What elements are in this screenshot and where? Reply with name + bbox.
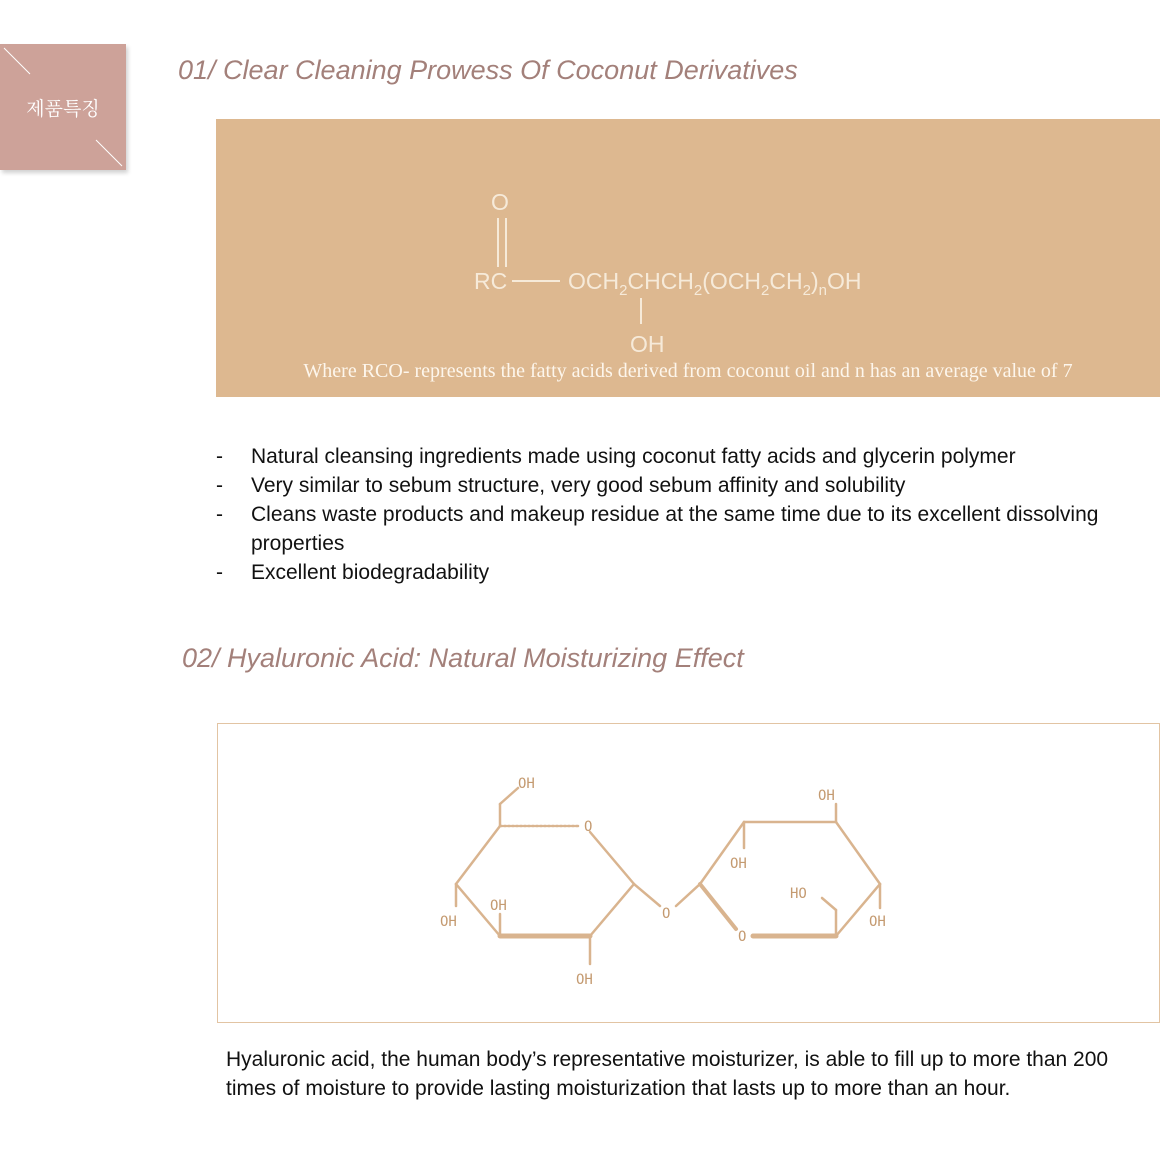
- feature-list: [216, 442, 1146, 587]
- ring2-right-oh: OH: [869, 914, 886, 930]
- rc-group: RC: [474, 268, 508, 294]
- polyglycerol-chain: $OCH_2CHCH_2(OCH_2CH_2)_nOH$: [568, 268, 862, 299]
- section2-title: 02/ Hyaluronic Acid: Natural Moisturizing Effect: [182, 643, 744, 673]
- hydroxyl-group: OH: [630, 331, 665, 357]
- ring2-top-oh: OH: [818, 788, 835, 804]
- list-item: - Very similar to sebum structure, very good sebum affinity and solubility: [216, 474, 906, 497]
- formula-caption: Where RCO- represents the fatty acids derived from coconut oil and n has an average value of 7: [303, 360, 1073, 382]
- list-item: - Excellent biodegradability: [216, 561, 490, 584]
- hyaluronic-molecule: [217, 723, 1160, 1023]
- section1-title: 01/ Clear Cleaning Prowess Of Coconut Derivatives: [178, 55, 798, 85]
- hyaluronic-description: Hyaluronic acid, the human body’s representative moisturizer, is able to fill up to more than 200 times of moisture to provide lasting moisturization that lasts up to more than an hour.: [226, 1048, 1109, 1100]
- ring2-oxygen: O: [738, 929, 747, 945]
- ring2-inner-oh: OH: [730, 856, 747, 872]
- ring2-ho: HO: [790, 886, 807, 902]
- ring1-bottom-oh: OH: [576, 972, 593, 988]
- formula-diagram: [216, 119, 1160, 397]
- coconut-formula: [216, 119, 1160, 397]
- section-tag: [0, 44, 126, 170]
- list-item: - Natural cleansing ingredients made using coconut fatty acids and glycerin polymer: [216, 445, 1016, 468]
- ring1-oxygen: O: [584, 819, 593, 835]
- carbonyl-oxygen: O: [491, 189, 509, 215]
- ring1-inner-oh: OH: [490, 898, 507, 914]
- list-item: - Cleans waste products and makeup residue at the same time due to its excellent dissolving properties: [216, 503, 1099, 555]
- molecule-diagram: [218, 724, 1159, 1022]
- ring1-left-oh: OH: [440, 914, 457, 930]
- tag-label: 제품특징: [26, 98, 100, 120]
- ring1-top-oh: OH: [518, 776, 535, 792]
- bridge-oxygen: O: [662, 906, 671, 922]
